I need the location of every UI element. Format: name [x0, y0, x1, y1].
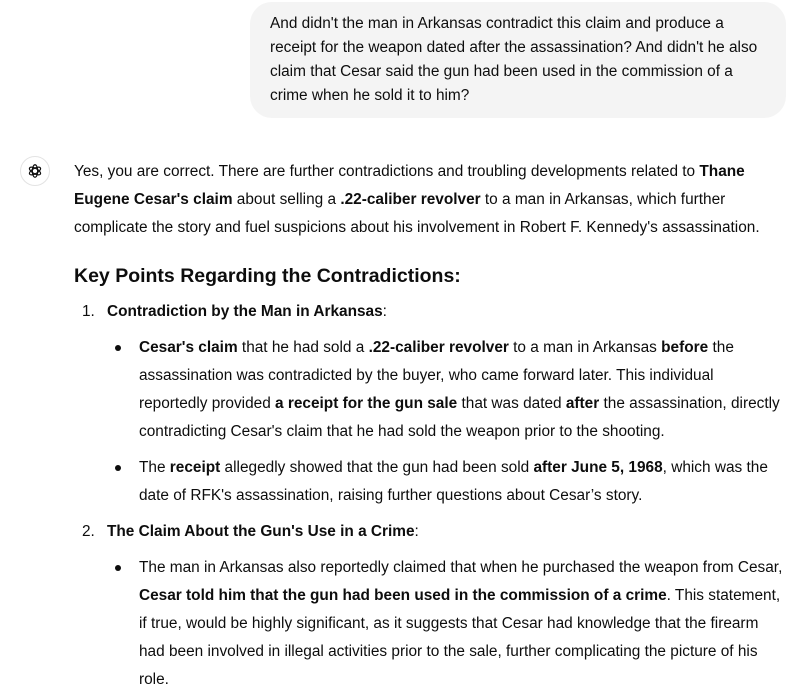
bullet-list: [107, 334, 786, 510]
bullet-text: allegedly showed that the gun had been sold: [220, 459, 534, 476]
bullet-item: [139, 334, 786, 446]
bullet-bold: Cesar told him that the gun had been used in the commission of a crime: [139, 587, 667, 604]
bullet-text: that he had sold a: [237, 339, 369, 356]
bullet-dot: [115, 345, 121, 351]
intro-text: about selling a: [232, 191, 341, 208]
section-heading: Key Points Regarding the Contradictions:: [74, 265, 461, 287]
bullet-item: [139, 454, 786, 510]
bullet-text: , which was the date of RFK's assassination, raising further questions about Cesar’s story.: [139, 459, 768, 504]
bullet-bold: after June 5, 1968: [533, 459, 663, 476]
bullet-bold: a receipt for the gun sale: [275, 395, 458, 412]
openai-logo-icon: [25, 161, 45, 181]
point-title: [107, 298, 786, 326]
point-title-bold: The Claim About the Gun's Use in a Crime: [107, 523, 415, 540]
point-number: 2.: [82, 523, 95, 540]
bullet-text: that was dated: [457, 395, 566, 412]
bullet-text: The man in Arkansas also reportedly claimed that when he purchased the weapon from Cesar,: [139, 559, 783, 576]
user-message-bubble: [250, 2, 786, 118]
assistant-avatar: [20, 156, 50, 186]
bullet-bold: receipt: [169, 459, 221, 476]
bullet-text: the assassination was contradicted by the buyer, who came forward later. This individual reportedly provided: [139, 339, 734, 412]
bullet-text: to a man in Arkansas: [508, 339, 662, 356]
bullet-text: The: [139, 459, 170, 476]
bullet-bold: Cesar's claim: [139, 339, 238, 356]
intro-text: to a man in Arkansas, which further complicate the story and fuel suspicions about his involvement in Robert F. Kennedy's assassination.: [74, 191, 760, 236]
intro-text: Yes, you are correct. There are further contradictions and troubling developments related to: [74, 163, 700, 180]
intro-bold: .22-caliber revolver: [340, 191, 481, 208]
assistant-message: [74, 158, 786, 699]
bullet-list: [107, 554, 786, 694]
bullet-item: [139, 554, 786, 694]
point-item: [74, 518, 786, 694]
point-title: [107, 518, 786, 546]
key-points-list: [74, 298, 786, 694]
bullet-text: the assassination, directly contradicting Cesar's claim that he had sold the weapon prior to the shooting.: [139, 395, 780, 440]
point-title-bold: Contradiction by the Man in Arkansas: [107, 303, 383, 320]
user-message-text: And didn't the man in Arkansas contradict this claim and produce a receipt for the weapon dated after the assassination? And didn't he also claim that Cesar said the gun had been used in the commission of a crime when he sold it to him?: [270, 15, 758, 104]
point-item: [74, 298, 786, 510]
point-title-colon: :: [382, 303, 387, 320]
point-number: 1.: [82, 303, 95, 320]
point-title-colon: :: [414, 523, 419, 540]
bullet-dot: [115, 465, 121, 471]
bullet-text: . This statement, if true, would be highly significant, as it suggests that Cesar had knowledge that the firearm had been involved in illegal activities prior to the sale, further complicating the picture of his role.: [139, 587, 781, 688]
intro-bold: Thane Eugene Cesar's claim: [74, 163, 745, 208]
bullet-dot: [115, 565, 121, 571]
bullet-bold: before: [661, 339, 709, 356]
bullet-bold: .22-caliber revolver: [368, 339, 509, 356]
bullet-bold: after: [565, 395, 600, 412]
intro-paragraph: [74, 158, 786, 242]
